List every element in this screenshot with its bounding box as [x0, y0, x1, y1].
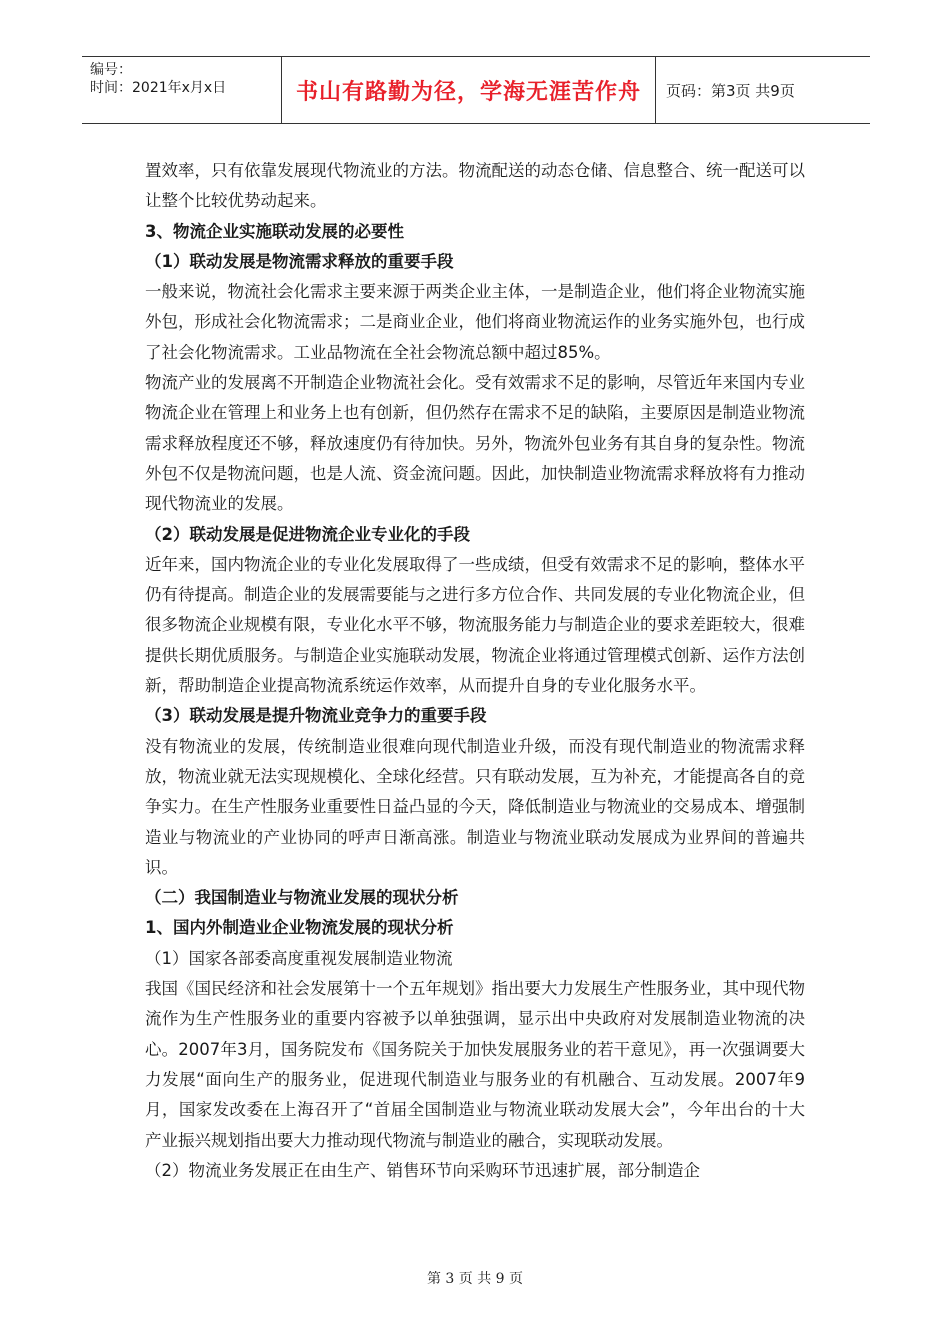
section-heading: 1、国内外制造业企业物流发展的现状分析	[145, 918, 454, 938]
subsection-heading: （2）联动发展是促进物流企业专业化的手段	[145, 524, 470, 544]
paragraph: （2）物流业务发展正在由生产、销售环节向采购环节迅速扩展，部分制造企	[145, 1160, 700, 1180]
header-motto: 书山有路勤为径，学海无涯苦作舟	[295, 79, 641, 105]
paragraph: 一般来说，物流社会化需求主要来源于两类企业主体，一是制造企业，他们将企业物流实施外包，形成社会化物流需求；二是商业企业，他们将商业物流运作的业务实施外包，也行成了社会化物流需求。工业品物流在全社会物流总额中超过85%。	[145, 282, 805, 362]
document-number-label: 编号：	[90, 62, 132, 78]
paragraph: 近年来，国内物流企业的专业化发展取得了一些成绩，但受有效需求不足的影响，整体水平仍有待提高。制造企业的发展需要能与之进行多方位合作、共同发展的专业化物流企业，但很多物流企业规模有限，专业化水平不够，物流服务能力与制造企业的要求差距较大，很难提供长期优质服务。与制造企业实施联动发展，物流企业将通过管理模式创新、运作方法创新，帮助制造企业提高物流系统运作效率，从而提升自身的专业化服务水平。	[145, 554, 805, 696]
header-motto-cell	[282, 57, 656, 123]
header-page-info-cell	[656, 57, 870, 123]
paragraph: 物流产业的发展离不开制造企业物流社会化。受有效需求不足的影响，尽管近年来国内专业物流企业在管理上和业务上也有创新，但仍然存在需求不足的缺陷，主要原因是制造业物流需求释放程度还不够，释放速度仍有待加快。另外，物流外包业务有其自身的复杂性。物流外包不仅是物流问题，也是人流、资金流问题。因此，加快制造业物流需求释放将有力推动现代物流业的发展。	[145, 373, 805, 514]
paragraph: 我国《国民经济和社会发展第十一个五年规划》指出要大力发展生产性服务业，其中现代物流作为生产性服务业的重要内容被予以单独强调，显示出中央政府对发展制造业物流的决心。2007年3月，国务院发布《国务院关于加快发展服务业的若干意见》，再一次强调要大力发展“面向生产的服务业，促进现代制造业与服务业的有机融合、互动发展。2007年9月，国家发改委在上海召开了“首届全国制造业与物流业联动发展大会”，今年出台的十大产业振兴规划指出要大力推动现代物流与制造业的融合，实现联动发展。	[145, 979, 805, 1150]
document-body	[145, 156, 805, 1186]
paragraph: 置效率，只有依靠发展现代物流业的方法。物流配送的动态仓储、信息整合、统一配送可以让整个比较优势动起来。	[145, 161, 805, 211]
paragraph: 没有物流业的发展，传统制造业很难向现代制造业升级，而没有现代制造业的物流需求释放，物流业就无法实现规模化、全球化经营。只有联动发展，互为补充，才能提高各自的竞争实力。在生产性服务业重要性日益凸显的今天，降低制造业与物流业的交易成本、增强制造业与物流业的产业协同的呼声日渐高涨。制造业与物流业联动发展成为业界间的普遍共识。	[145, 736, 805, 877]
page-footer: 第 3 页 共 9 页	[426, 1271, 524, 1287]
header-page-info: 页码：第3页 共9页	[666, 81, 795, 100]
subsection-heading: （1）国家各部委高度重视发展制造业物流	[145, 948, 453, 968]
header-meta	[82, 57, 282, 123]
section-heading: 3、物流企业实施联动发展的必要性	[145, 221, 404, 241]
document-time: 时间：2021年x月x日	[90, 80, 227, 96]
subsection-heading: （1）联动发展是物流需求释放的重要手段	[145, 251, 454, 271]
page-header	[82, 56, 870, 124]
section-heading: （二）我国制造业与物流业发展的现状分析	[145, 888, 459, 908]
subsection-heading: （3）联动发展是提升物流业竞争力的重要手段	[145, 706, 487, 726]
